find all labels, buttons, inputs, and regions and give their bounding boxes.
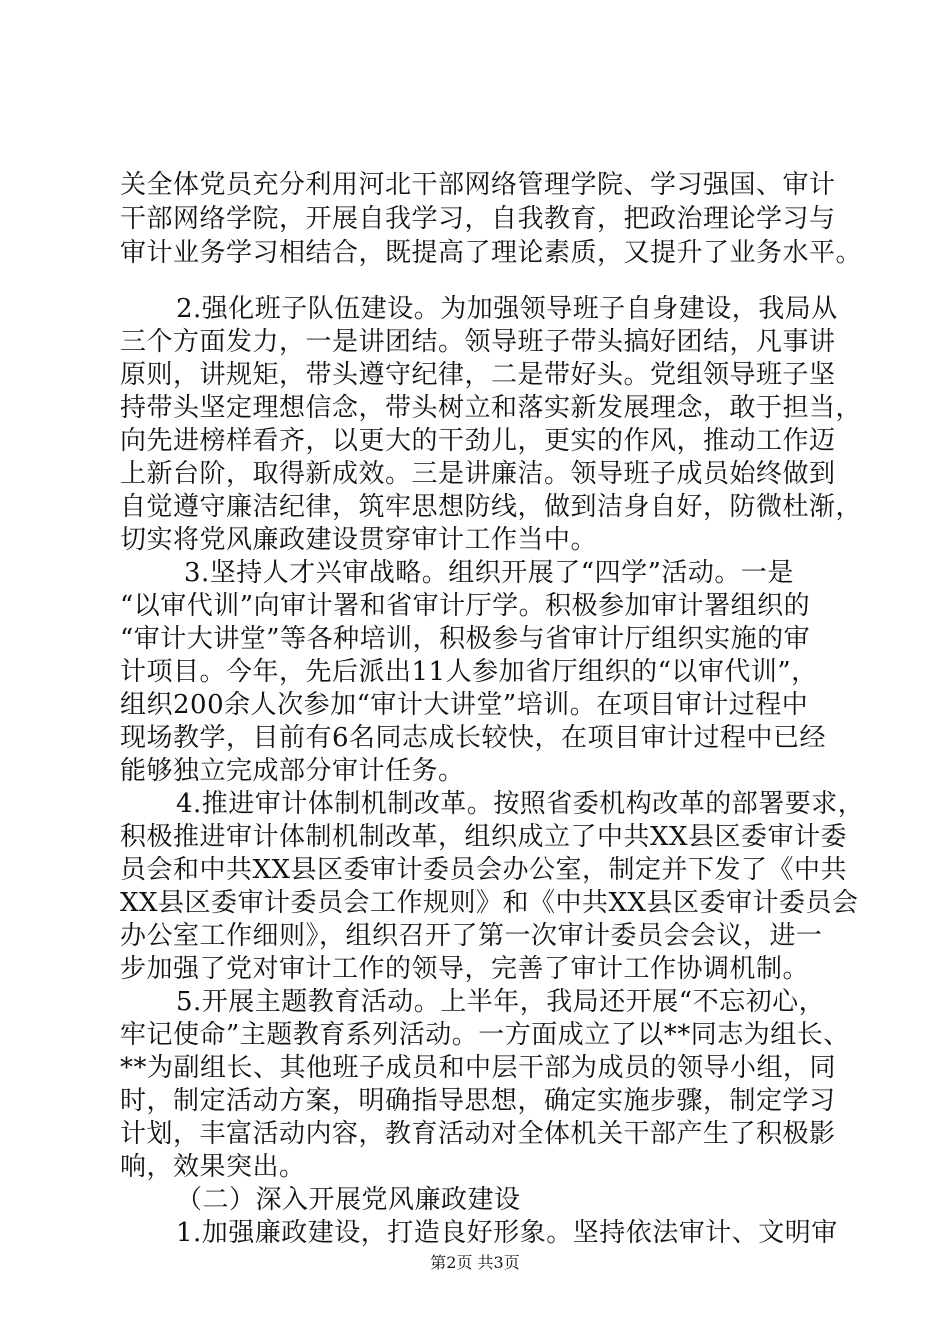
- text-line: “以审代训”向审计署和省审计厅学。积极参加审计署组织的: [120, 591, 811, 621]
- text-line: XX县区委审计委员会工作规则》和《中共XX县区委审计委员会: [120, 888, 859, 918]
- text-line: 计划，丰富活动内容，教育活动对全体机关干部产生了积极影: [120, 1119, 836, 1149]
- text-line: 响，效果突出。: [120, 1152, 306, 1182]
- text-line: 积极推进审计体制机制改革，组织成立了中共XX县区委审计委: [120, 822, 848, 852]
- text-line: 计项目。今年，先后派出11人参加省厅组织的“以审代训”，: [120, 657, 818, 687]
- text-line: 关全体党员充分利用河北干部网络管理学院、学习强国、审计: [120, 170, 836, 200]
- text-line: 三个方面发力，一是讲团结。领导班子带头搞好团结，凡事讲: [120, 327, 836, 357]
- text-line: **为副组长、其他班子成员和中层干部为成员的领导小组，同: [120, 1053, 837, 1083]
- text-line: 2.强化班子队伍建设。为加强领导班子自身建设，我局从: [176, 294, 838, 324]
- text-line: 原则，讲规矩，带头遵守纪律，二是带好头。党组领导班子坚: [120, 360, 836, 390]
- section-heading: （二）深入开展党风廉政建设: [176, 1185, 521, 1215]
- text-line: 审计业务学习相结合，既提高了理论素质，又提升了业务水平。: [120, 238, 863, 268]
- text-line: 切实将党风廉政建设贯穿审计工作当中。: [120, 525, 598, 555]
- text-line: 牢记使命”主题教育系列活动。一方面成立了以**同志为组长、: [120, 1020, 850, 1050]
- text-line: 自觉遵守廉洁纪律，筑牢思想防线，做到洁身自好，防微杜渐，: [120, 492, 863, 522]
- page-footer: 第2页 共3页: [430, 1253, 520, 1272]
- text-line: 1.加强廉政建设，打造良好形象。坚持依法审计、文明审: [176, 1218, 838, 1248]
- text-line: 组织200余人次参加“审计大讲堂”培训。在项目审计过程中: [120, 690, 809, 720]
- text-line: 时，制定活动方案，明确指导思想，确定实施步骤，制定学习: [120, 1086, 836, 1116]
- text-line: 办公室工作细则》，组织召开了第一次审计委员会会议，进一: [120, 921, 823, 951]
- text-line: 能够独立完成部分审计任务。: [120, 756, 465, 786]
- text-line: 向先进榜样看齐，以更大的干劲儿，更实的作风，推动工作迈: [120, 426, 836, 456]
- text-line: 现场教学，目前有6名同志成长较快，在项目审计过程中已经: [120, 723, 827, 753]
- text-line: 4.推进审计体制机制改革。按照省委机构改革的部署要求，: [176, 789, 865, 819]
- text-line: 上新台阶，取得新成效。三是讲廉洁。领导班子成员始终做到: [120, 459, 836, 489]
- text-line: 干部网络学院，开展自我学习，自我教育，把政治理论学习与: [120, 204, 836, 234]
- text-line: 持带头坚定理想信念，带头树立和落实新发展理念，敢于担当，: [120, 393, 863, 423]
- text-line: 5.开展主题教育活动。上半年，我局还开展“不忘初心，: [176, 987, 826, 1017]
- text-line: 3.坚持人才兴审战略。组织开展了“四学”活动。一是: [184, 558, 794, 588]
- text-line: “审计大讲堂”等各种培训，积极参与省审计厅组织实施的审: [120, 624, 811, 654]
- text-line: 步加强了党对审计工作的领导，完善了审计工作协调机制。: [120, 954, 810, 984]
- text-line: 员会和中共XX县区委审计委员会办公室，制定并下发了《中共: [120, 855, 848, 885]
